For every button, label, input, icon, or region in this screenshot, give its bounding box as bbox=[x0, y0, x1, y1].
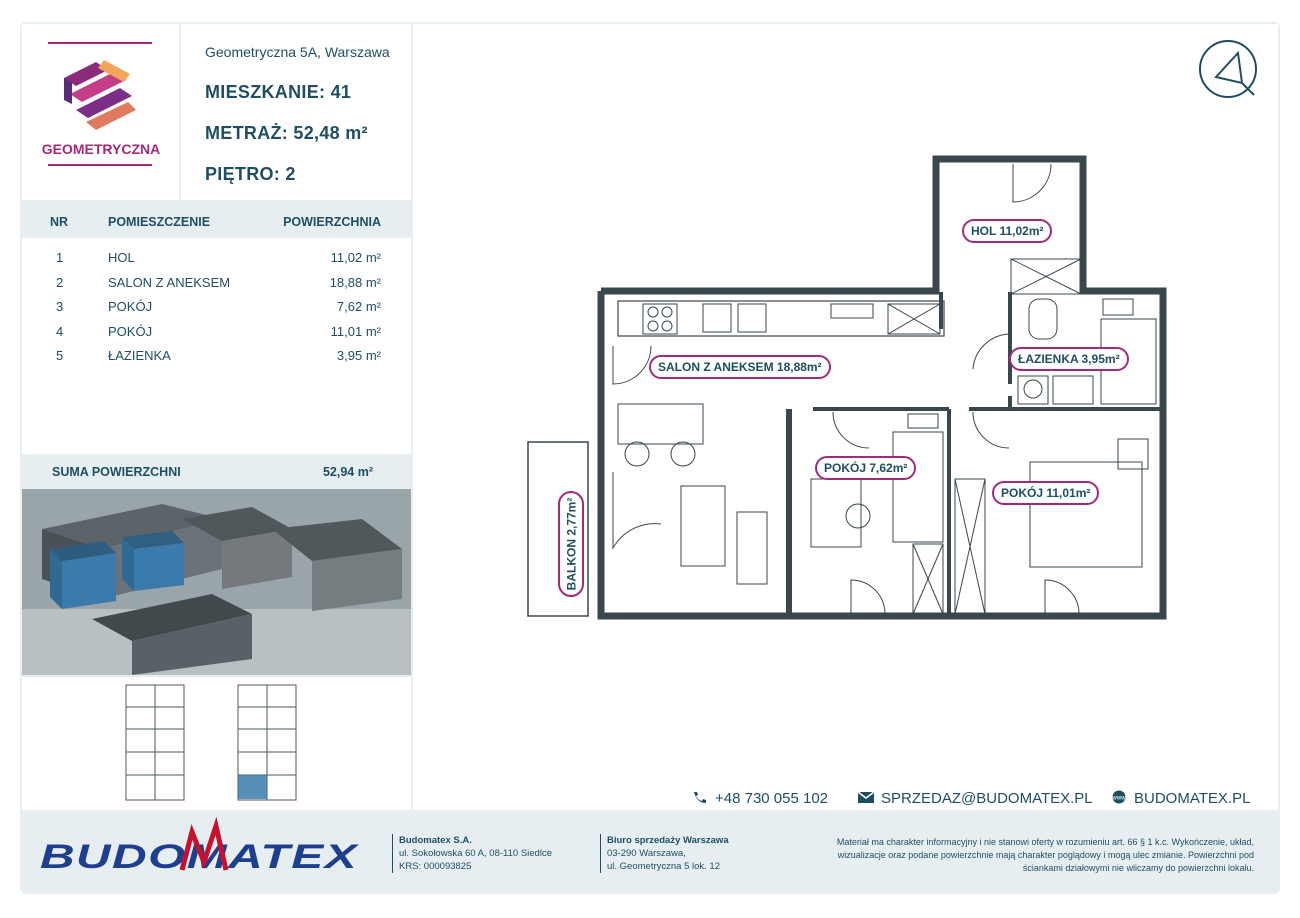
contact-website[interactable] bbox=[1110, 790, 1250, 807]
contact-email[interactable] bbox=[857, 790, 1093, 807]
apartment-value: 41 bbox=[330, 82, 352, 102]
floorplan-panel bbox=[413, 24, 1278, 810]
company-address: ul. Sokołowska 60 A, 08-110 Siedlce bbox=[399, 848, 552, 859]
contact-phone[interactable] bbox=[691, 790, 828, 807]
apartment-highlight bbox=[238, 775, 267, 799]
sum-value: 52,94 m² bbox=[322, 465, 373, 479]
apartment-info-panel bbox=[181, 24, 411, 200]
apartment-area bbox=[205, 123, 411, 144]
company-name: Budomatex S.A. bbox=[399, 835, 472, 846]
aerial-visualization bbox=[22, 489, 411, 675]
table-row bbox=[22, 299, 411, 319]
row-area: 11,02 m² bbox=[330, 250, 381, 265]
floorplan-drawing bbox=[413, 24, 1278, 810]
row-nr: 2 bbox=[56, 275, 64, 290]
row-area: 3,95 m² bbox=[336, 348, 381, 363]
company-krs: KRS: 000093825 bbox=[399, 861, 472, 872]
svg-text:www: www bbox=[1112, 795, 1126, 802]
sales-office-info bbox=[600, 834, 729, 873]
hol-label: HOL 11,02m² bbox=[962, 219, 1052, 243]
row-nr: 4 bbox=[56, 324, 64, 339]
area-label: METRAŻ: bbox=[205, 123, 289, 143]
floor-key-plans bbox=[22, 677, 411, 810]
budomatex-logo-text: BUDOMATEX bbox=[40, 838, 360, 876]
row-room: SALON Z ANEKSEM bbox=[108, 275, 231, 290]
floor-label: PIĘTRO: bbox=[205, 164, 281, 184]
office-city: 03-290 Warszawa, bbox=[607, 848, 686, 859]
apartment-label: MIESZKANIE: bbox=[205, 82, 326, 102]
geometryczna-logo bbox=[22, 24, 179, 200]
rooms-table bbox=[22, 238, 411, 454]
row-room: POKÓJ bbox=[108, 324, 153, 339]
salon-label: SALON Z ANEKSEM 18,88m² bbox=[649, 355, 831, 379]
row-nr: 5 bbox=[56, 348, 64, 363]
table-row bbox=[22, 275, 411, 295]
apartment-floor bbox=[205, 164, 411, 185]
brand-logo-panel bbox=[22, 24, 179, 200]
apartment-number bbox=[205, 82, 411, 103]
disclaimer bbox=[837, 836, 1254, 875]
row-nr: 1 bbox=[56, 250, 64, 265]
disclaimer-line-1: Materiał ma charakter informacyjny i nie stanowi oferty w rozumieniu art. 66 § 1 k.c. Wykończenie, układ, bbox=[836, 837, 1254, 847]
table-row bbox=[22, 324, 411, 344]
rooms-table-header bbox=[22, 202, 411, 238]
phone-number: +48 730 055 102 bbox=[715, 790, 829, 807]
footer bbox=[22, 812, 1278, 892]
website: BUDOMATEX.PL bbox=[1134, 790, 1251, 807]
sum-label: SUMA POWIERZCHNI bbox=[52, 465, 181, 479]
row-room: HOL bbox=[108, 250, 135, 265]
email-address: SPRZEDAZ@BUDOMATEX.PL bbox=[881, 790, 1093, 807]
pokoj-1-label: POKÓJ 7,62m² bbox=[815, 456, 916, 480]
disclaimer-line-3: ściankami działowymi nie wliczamy do powierzchni lokalu. bbox=[1022, 863, 1254, 873]
header-room: POMIESZCZENIE bbox=[108, 215, 211, 229]
office-street: ul. Geometryczna 5 lok. 12 bbox=[607, 861, 720, 872]
row-area: 11,01 m² bbox=[330, 324, 381, 339]
office-name: Biuro sprzedaży Warszawa bbox=[607, 835, 729, 846]
pokoj-2-label: POKÓJ 11,01m² bbox=[992, 481, 1099, 505]
aerial-image bbox=[22, 489, 411, 675]
balkon-label: BALKON 2,77m² bbox=[564, 497, 579, 591]
phone-icon bbox=[691, 790, 709, 804]
email-icon bbox=[857, 790, 875, 804]
budomatex-logo bbox=[22, 812, 362, 892]
row-room: ŁAZIENKA bbox=[108, 348, 171, 363]
area-value: 52,48 m² bbox=[293, 123, 368, 143]
row-nr: 3 bbox=[56, 299, 64, 314]
building-key-plan bbox=[22, 677, 411, 810]
row-area: 7,62 m² bbox=[336, 299, 381, 314]
address: Geometryczna 5A, Warszawa bbox=[205, 44, 390, 60]
table-row bbox=[22, 348, 411, 368]
row-area: 18,88 m² bbox=[329, 275, 381, 290]
floor-value: 2 bbox=[285, 164, 296, 184]
lazienka-label: ŁAZIENKA 3,95m² bbox=[1009, 347, 1129, 371]
company-info bbox=[392, 834, 552, 873]
disclaimer-line-2: wizualizacje oraz podane powierzchnie mają charakter poglądowy i mogą ulec zmianie. Powierzchni pod bbox=[837, 850, 1254, 860]
header-nr: NR bbox=[50, 215, 69, 229]
brand-name: GEOMETRYCZNA bbox=[41, 141, 161, 157]
row-room: POKÓJ bbox=[108, 299, 153, 314]
web-icon bbox=[1110, 790, 1128, 804]
area-sum-row bbox=[22, 455, 411, 487]
header-area: POWIERZCHNIA bbox=[283, 215, 381, 229]
table-row bbox=[22, 250, 411, 270]
compass-icon bbox=[1200, 41, 1256, 97]
